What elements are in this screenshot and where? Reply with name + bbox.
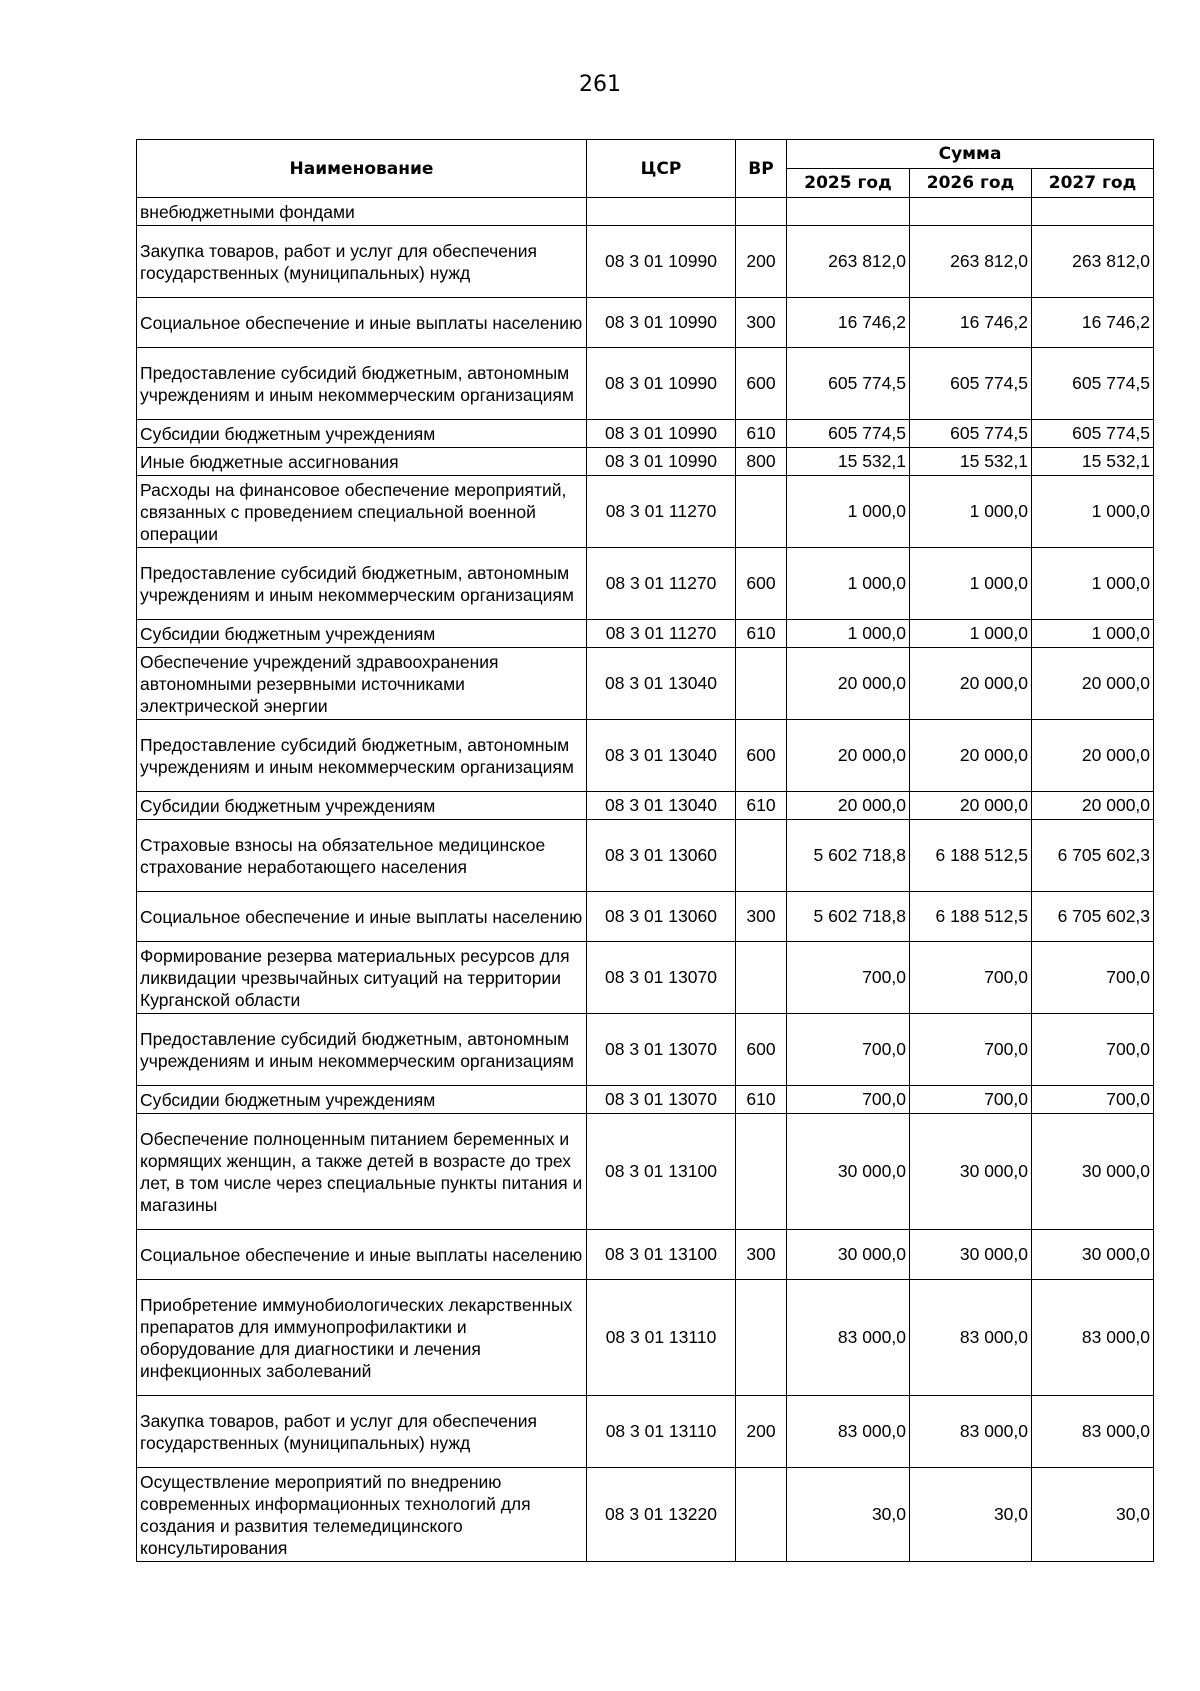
row-csr: 08 3 01 10990 — [587, 226, 736, 298]
row-amount-2026: 15 532,1 — [910, 448, 1032, 476]
row-name: Предоставление субсидий бюджетным, автономным учреждениям и иным некоммерческим организациям — [137, 548, 587, 620]
row-name: Закупка товаров, работ и услуг для обеспечения государственных (муниципальных) нужд — [137, 226, 587, 298]
row-amount-2025: 83 000,0 — [787, 1280, 910, 1396]
row-csr: 08 3 01 13060 — [587, 892, 736, 942]
row-amount-2025: 605 774,5 — [787, 420, 910, 448]
row-amount-2027: 15 532,1 — [1032, 448, 1154, 476]
row-vr: 800 — [736, 448, 787, 476]
row-amount-2026: 20 000,0 — [910, 720, 1032, 792]
table-row — [137, 820, 1154, 892]
row-amount-2025: 16 746,2 — [787, 298, 910, 348]
row-amount-2026: 700,0 — [910, 942, 1032, 1014]
row-vr: 300 — [736, 1230, 787, 1280]
row-name: Предоставление субсидий бюджетным, автономным учреждениям и иным некоммерческим организациям — [137, 720, 587, 792]
row-csr: 08 3 01 11270 — [587, 476, 736, 548]
row-vr — [736, 820, 787, 892]
table-row — [137, 792, 1154, 820]
row-name: Обеспечение полноценным питанием беременных и кормящих женщин, а также детей в возрасте до трех лет, в том числе через специальные пункты питания и магазины — [137, 1114, 587, 1230]
row-amount-2026: 30,0 — [910, 1468, 1032, 1562]
row-amount-2027: 605 774,5 — [1032, 348, 1154, 420]
row-amount-2025: 1 000,0 — [787, 476, 910, 548]
table-row — [137, 942, 1154, 1014]
table-row — [137, 420, 1154, 448]
row-name: Страховые взносы на обязательное медицинское страхование неработающего населения — [137, 820, 587, 892]
row-vr — [736, 1468, 787, 1562]
row-amount-2025: 20 000,0 — [787, 792, 910, 820]
row-amount-2025: 700,0 — [787, 942, 910, 1014]
table-row — [137, 648, 1154, 720]
table-row — [137, 720, 1154, 792]
row-amount-2026: 83 000,0 — [910, 1280, 1032, 1396]
row-amount-2027: 83 000,0 — [1032, 1396, 1154, 1468]
row-vr: 600 — [736, 1014, 787, 1086]
header-csr: ЦСР — [587, 140, 736, 198]
row-amount-2027: 30 000,0 — [1032, 1114, 1154, 1230]
row-amount-2026: 1 000,0 — [910, 548, 1032, 620]
row-vr: 600 — [736, 548, 787, 620]
row-amount-2027: 30 000,0 — [1032, 1230, 1154, 1280]
row-amount-2025: 83 000,0 — [787, 1396, 910, 1468]
row-csr: 08 3 01 10990 — [587, 420, 736, 448]
row-amount-2027: 700,0 — [1032, 1086, 1154, 1114]
table-row — [137, 1114, 1154, 1230]
table-row — [137, 548, 1154, 620]
row-amount-2026: 83 000,0 — [910, 1396, 1032, 1468]
row-name: Иные бюджетные ассигнования — [137, 448, 587, 476]
header-sum: Сумма — [787, 140, 1154, 169]
row-vr: 200 — [736, 1396, 787, 1468]
header-name: Наименование — [137, 140, 587, 198]
row-amount-2026: 700,0 — [910, 1086, 1032, 1114]
table-row — [137, 1280, 1154, 1396]
row-amount-2026: 20 000,0 — [910, 792, 1032, 820]
row-csr: 08 3 01 13060 — [587, 820, 736, 892]
row-amount-2025: 20 000,0 — [787, 720, 910, 792]
table-body — [137, 198, 1154, 1562]
row-amount-2025: 1 000,0 — [787, 548, 910, 620]
row-amount-2027: 16 746,2 — [1032, 298, 1154, 348]
table-row — [137, 1230, 1154, 1280]
row-amount-2027 — [1032, 198, 1154, 226]
row-amount-2025: 30,0 — [787, 1468, 910, 1562]
row-name: Субсидии бюджетным учреждениям — [137, 420, 587, 448]
row-vr: 610 — [736, 420, 787, 448]
row-amount-2025: 5 602 718,8 — [787, 892, 910, 942]
row-amount-2027: 20 000,0 — [1032, 648, 1154, 720]
row-amount-2025: 700,0 — [787, 1014, 910, 1086]
row-csr: 08 3 01 13070 — [587, 1086, 736, 1114]
row-csr: 08 3 01 13110 — [587, 1280, 736, 1396]
row-amount-2027: 263 812,0 — [1032, 226, 1154, 298]
table-row — [137, 476, 1154, 548]
row-csr: 08 3 01 13070 — [587, 942, 736, 1014]
row-amount-2026: 700,0 — [910, 1014, 1032, 1086]
table-row — [137, 1014, 1154, 1086]
row-name: Субсидии бюджетным учреждениям — [137, 792, 587, 820]
row-name: Обеспечение учреждений здравоохранения автономными резервными источниками электрической энергии — [137, 648, 587, 720]
row-amount-2027: 1 000,0 — [1032, 548, 1154, 620]
row-csr: 08 3 01 13040 — [587, 648, 736, 720]
header-vr: ВР — [736, 140, 787, 198]
table-row — [137, 448, 1154, 476]
row-vr — [736, 1114, 787, 1230]
row-vr: 600 — [736, 348, 787, 420]
row-amount-2027: 605 774,5 — [1032, 420, 1154, 448]
page-number: 261 — [579, 72, 621, 97]
row-amount-2026: 30 000,0 — [910, 1230, 1032, 1280]
row-csr: 08 3 01 13100 — [587, 1230, 736, 1280]
row-name: Приобретение иммунобиологических лекарственных препаратов для иммунопрофилактики и оборудование для диагностики и лечения инфекционных заболеваний — [137, 1280, 587, 1396]
header-year-2027: 2027 год — [1032, 169, 1154, 198]
row-amount-2027: 6 705 602,3 — [1032, 892, 1154, 942]
row-name: внебюджетными фондами — [137, 198, 587, 226]
row-csr: 08 3 01 10990 — [587, 298, 736, 348]
row-amount-2025: 30 000,0 — [787, 1230, 910, 1280]
row-name: Социальное обеспечение и иные выплаты населению — [137, 298, 587, 348]
row-name: Субсидии бюджетным учреждениям — [137, 620, 587, 648]
row-vr: 600 — [736, 720, 787, 792]
row-amount-2027: 1 000,0 — [1032, 620, 1154, 648]
row-amount-2027: 1 000,0 — [1032, 476, 1154, 548]
row-csr: 08 3 01 13220 — [587, 1468, 736, 1562]
row-name: Социальное обеспечение и иные выплаты населению — [137, 892, 587, 942]
table-row — [137, 1396, 1154, 1468]
table-row — [137, 226, 1154, 298]
table-row — [137, 620, 1154, 648]
row-name: Закупка товаров, работ и услуг для обеспечения государственных (муниципальных) нужд — [137, 1396, 587, 1468]
row-amount-2026: 605 774,5 — [910, 348, 1032, 420]
row-amount-2026: 16 746,2 — [910, 298, 1032, 348]
row-amount-2025: 5 602 718,8 — [787, 820, 910, 892]
table-row — [137, 1086, 1154, 1114]
row-csr — [587, 198, 736, 226]
row-amount-2025: 605 774,5 — [787, 348, 910, 420]
row-csr: 08 3 01 10990 — [587, 348, 736, 420]
row-name: Расходы на финансовое обеспечение мероприятий, связанных с проведением специальной военной операции — [137, 476, 587, 548]
row-amount-2025: 20 000,0 — [787, 648, 910, 720]
row-amount-2026: 30 000,0 — [910, 1114, 1032, 1230]
row-amount-2026: 6 188 512,5 — [910, 820, 1032, 892]
row-amount-2026: 6 188 512,5 — [910, 892, 1032, 942]
row-vr — [736, 1280, 787, 1396]
row-vr: 300 — [736, 298, 787, 348]
budget-table — [136, 139, 1154, 1562]
row-amount-2026: 605 774,5 — [910, 420, 1032, 448]
row-amount-2026: 1 000,0 — [910, 476, 1032, 548]
row-csr: 08 3 01 11270 — [587, 620, 736, 648]
row-amount-2027: 20 000,0 — [1032, 792, 1154, 820]
row-vr — [736, 648, 787, 720]
row-csr: 08 3 01 11270 — [587, 548, 736, 620]
row-amount-2026: 1 000,0 — [910, 620, 1032, 648]
row-amount-2026 — [910, 198, 1032, 226]
row-csr: 08 3 01 13100 — [587, 1114, 736, 1230]
table-row — [137, 348, 1154, 420]
row-vr: 610 — [736, 792, 787, 820]
table-row — [137, 1468, 1154, 1562]
row-amount-2027: 6 705 602,3 — [1032, 820, 1154, 892]
row-name: Предоставление субсидий бюджетным, автономным учреждениям и иным некоммерческим организациям — [137, 348, 587, 420]
row-amount-2025: 700,0 — [787, 1086, 910, 1114]
table-row — [137, 198, 1154, 226]
row-vr — [736, 476, 787, 548]
row-amount-2025: 263 812,0 — [787, 226, 910, 298]
row-amount-2026: 263 812,0 — [910, 226, 1032, 298]
row-amount-2027: 20 000,0 — [1032, 720, 1154, 792]
row-name: Предоставление субсидий бюджетным, автономным учреждениям и иным некоммерческим организациям — [137, 1014, 587, 1086]
row-csr: 08 3 01 13040 — [587, 720, 736, 792]
row-vr: 300 — [736, 892, 787, 942]
row-amount-2026: 20 000,0 — [910, 648, 1032, 720]
row-amount-2025: 15 532,1 — [787, 448, 910, 476]
row-amount-2027: 700,0 — [1032, 942, 1154, 1014]
header-year-2025: 2025 год — [787, 169, 910, 198]
row-vr: 610 — [736, 1086, 787, 1114]
row-name: Субсидии бюджетным учреждениям — [137, 1086, 587, 1114]
row-amount-2027: 83 000,0 — [1032, 1280, 1154, 1396]
row-amount-2025 — [787, 198, 910, 226]
row-csr: 08 3 01 13070 — [587, 1014, 736, 1086]
row-csr: 08 3 01 13040 — [587, 792, 736, 820]
row-csr: 08 3 01 13110 — [587, 1396, 736, 1468]
row-name: Социальное обеспечение и иные выплаты населению — [137, 1230, 587, 1280]
row-vr: 200 — [736, 226, 787, 298]
row-amount-2027: 700,0 — [1032, 1014, 1154, 1086]
row-vr: 610 — [736, 620, 787, 648]
row-csr: 08 3 01 10990 — [587, 448, 736, 476]
header-year-2026: 2026 год — [910, 169, 1032, 198]
row-vr — [736, 198, 787, 226]
row-amount-2025: 30 000,0 — [787, 1114, 910, 1230]
row-name: Осуществление мероприятий по внедрению современных информационных технологий для создания и развития телемедицинского консультирования — [137, 1468, 587, 1562]
table-row — [137, 892, 1154, 942]
row-vr — [736, 942, 787, 1014]
table-row — [137, 298, 1154, 348]
row-name: Формирование резерва материальных ресурсов для ликвидации чрезвычайных ситуаций на территории Курганской области — [137, 942, 587, 1014]
row-amount-2027: 30,0 — [1032, 1468, 1154, 1562]
row-amount-2025: 1 000,0 — [787, 620, 910, 648]
